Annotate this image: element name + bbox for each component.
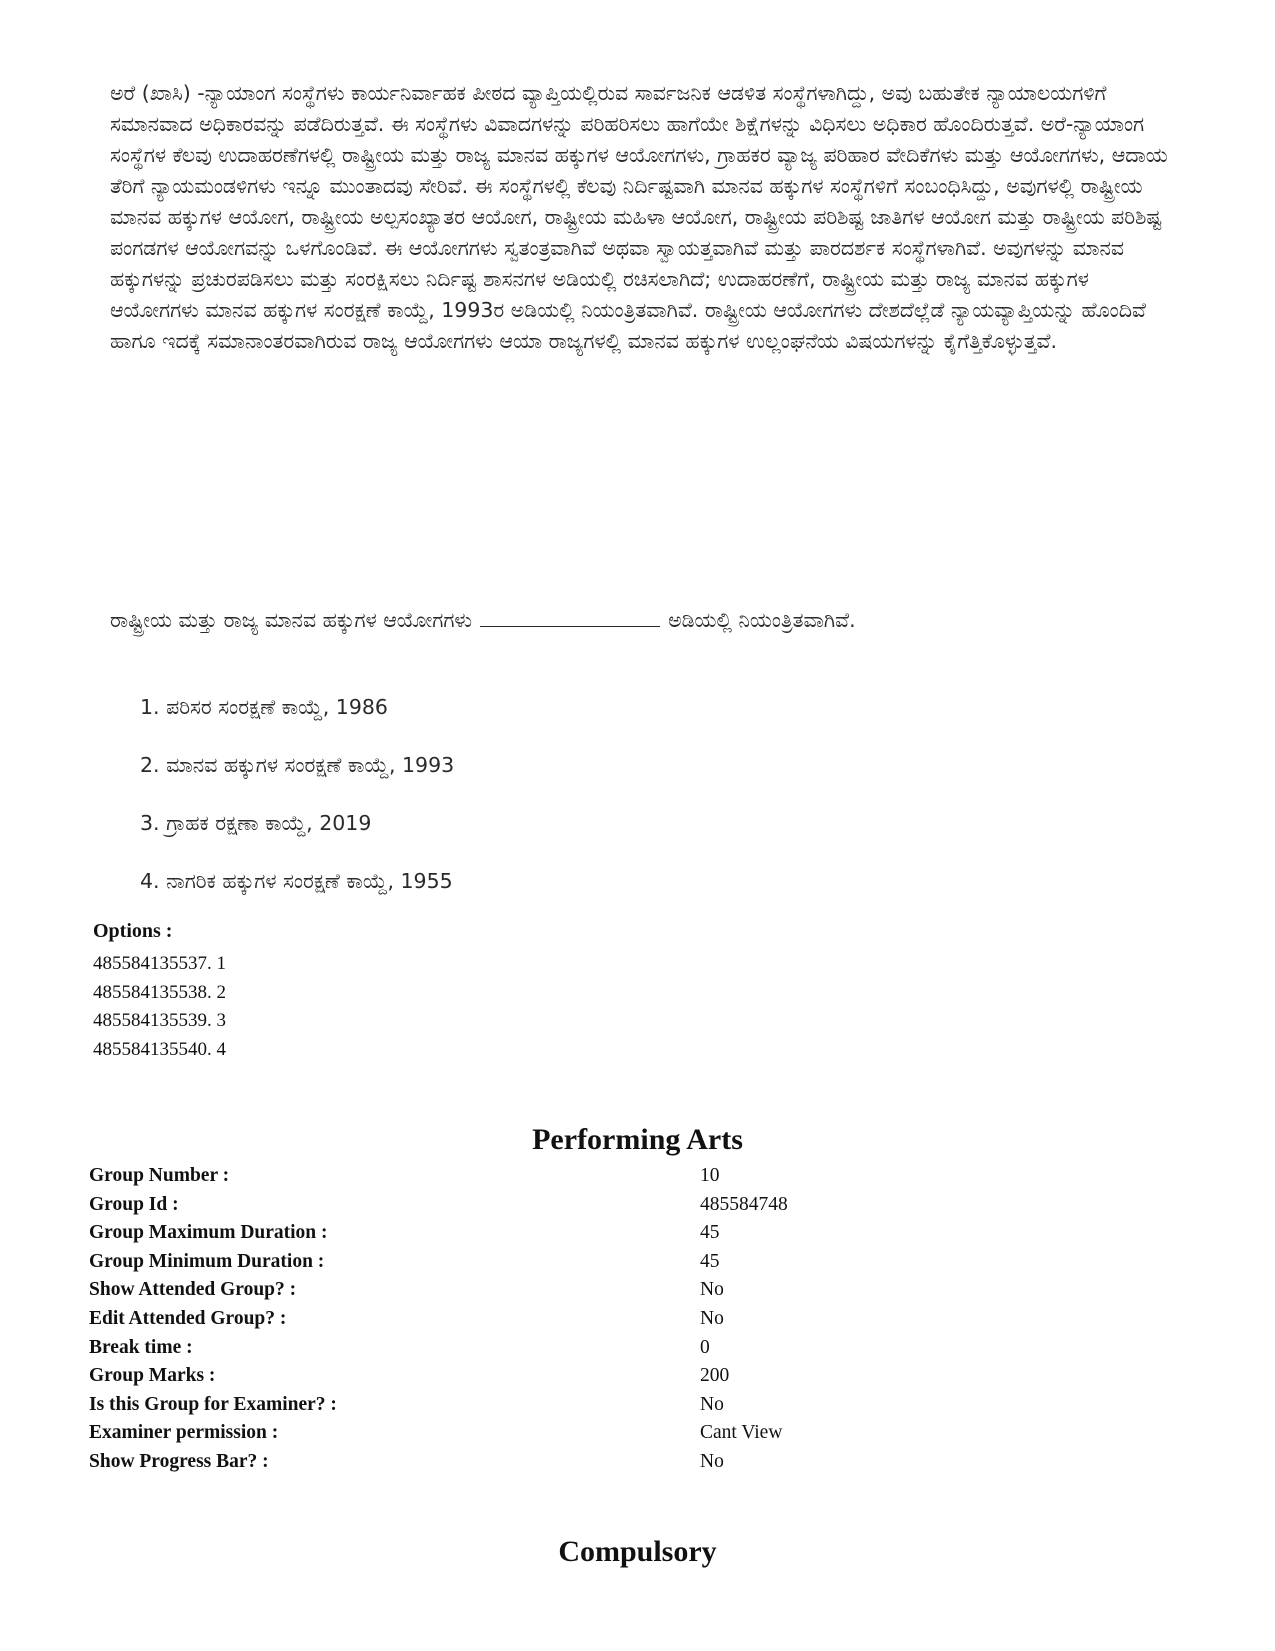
metadata-key: Edit Attended Group? : [89,1307,287,1329]
question-before-blank: ರಾಷ್ಟ್ರೀಯ ಮತ್ತು ರಾಜ್ಯ ಮಾನವ ಹಕ್ಕುಗಳ ಆಯೋಗಗಳು [110,608,473,632]
section-title: Performing Arts [532,1123,743,1156]
answer-blank [480,606,660,627]
metadata-value: 200 [700,1365,730,1387]
metadata-row [89,1305,989,1334]
metadata-row [89,1191,989,1220]
metadata-value: No [700,1307,724,1329]
metadata-value: 485584748 [700,1193,788,1215]
metadata-row [89,1391,989,1420]
choice-item: 1. ಪರಿಸರ ಸಂರಕ್ಷಣೆ ಕಾಯ್ದೆ, 1986 [140,695,388,719]
choice-item: 3. ಗ್ರಾಹಕ ರಕ್ಷಣಾ ಕಾಯ್ದೆ, 2019 [140,811,372,835]
metadata-value: 10 [700,1165,720,1186]
question-after-blank: ಅಡಿಯಲ್ಲಿ ನಿಯಂತ್ರಿತವಾಗಿವೆ. [668,608,856,632]
choice-item: 2. ಮಾನವ ಹಕ್ಕುಗಳ ಸಂರಕ್ಷಣೆ ಕಾಯ್ದೆ, 1993 [140,753,455,777]
metadata-row [89,1334,989,1363]
question-text [110,604,1170,637]
options-heading: Options : [93,920,173,942]
option-id-item: 485584135539. 3 [93,1010,226,1031]
metadata-value: No [700,1450,724,1472]
metadata-key: Group Maximum Duration : [89,1222,328,1244]
option-id-item: 485584135537. 1 [93,953,226,974]
option-id-item: 485584135540. 4 [93,1038,226,1060]
choice-item: 4. ನಾಗರಿಕ ಹಕ್ಕುಗಳ ಸಂರಕ್ಷಣೆ ಕಾಯ್ದೆ, 1955 [140,869,453,893]
metadata-row [89,1276,989,1305]
metadata-key: Group Marks : [89,1365,216,1387]
metadata-key: Show Progress Bar? : [89,1450,269,1472]
question-choices [140,692,454,924]
next-section-title: Compulsory [558,1535,717,1568]
metadata-value: 45 [700,1222,720,1244]
options-list [93,950,226,1064]
option-id-item: 485584135538. 2 [93,981,226,1003]
metadata-key: Group Id : [89,1193,179,1215]
metadata-key: Break time : [89,1336,193,1358]
metadata-row [89,1162,989,1191]
metadata-value: 0 [700,1336,710,1358]
metadata-row [89,1248,989,1277]
metadata-key: Group Number : [89,1165,230,1186]
metadata-row [89,1362,989,1391]
metadata-value: 45 [700,1250,720,1272]
metadata-value: No [700,1393,724,1415]
metadata-row [89,1219,989,1248]
metadata-key: Group Minimum Duration : [89,1250,325,1272]
metadata-row [89,1448,989,1477]
passage-text: ಅರೆ (ಖಾಸಿ) -ನ್ಯಾಯಾಂಗ ಸಂಸ್ಥೆಗಳು ಕಾರ್ಯನಿರ್ವಾಹಕ ಪೀಠದ ವ್ಯಾಪ್ತಿಯಲ್ಲಿರುವ ಸಾರ್ವಜನಿಕ ಆಡಳಿತ ಸಂಸ್ಥೆಗಳಾಗಿದ್ದು, ಅವು ಬಹುತೇಕ ನ್ಯಾಯಾಲಯಗಳಿಗೆ ಸಮಾನವಾದ ಅಧಿಕಾರವನ್ನು ಪಡೆದಿರುತ್ತವೆ. ಈ ಸಂಸ್ಥೆಗಳು ವಿವಾದಗಳನ್ನು ಪರಿಹರಿಸಲು ಹಾಗೆಯೇ ಶಿಕ್ಷೆಗಳನ್ನು ವಿಧಿಸಲು ಅಧಿಕಾರ ಹೊಂದಿರುತ್ತವೆ. ಅರೆ-ನ್ಯಾಯಾಂಗ ಸಂಸ್ಥೆಗಳ ಕೆಲವು ಉದಾಹರಣೆಗಳಲ್ಲಿ ರಾಷ್ಟ್ರೀಯ ಮತ್ತು ರಾಜ್ಯ ಮಾನವ ಹಕ್ಕುಗಳ ಆಯೋಗಗಳು, ಗ್ರಾಹಕರ ವ್ಯಾಜ್ಯ ಪರಿಹಾರ ವೇದಿಕೆಗಳು ಮತ್ತು ಆಯೋಗಗಳು, ಆದಾಯ ತೆರಿಗೆ ನ್ಯಾಯಮಂಡಳಿಗಳು ಇನ್ನೂ ಮುಂತಾದವು ಸೇರಿವೆ. ಈ ಸಂಸ್ಥೆಗಳಲ್ಲಿ ಕೆಲವು ನಿರ್ದಿಷ್ಟವಾಗಿ ಮಾನವ ಹಕ್ಕುಗಳ ಸಂಸ್ಥೆಗಳಿಗೆ ಸಂಬಂಧಿಸಿದ್ದು, ಅವುಗಳಲ್ಲಿ ರಾಷ್ಟ್ರೀಯ ಮಾನವ ಹಕ್ಕುಗಳ ಆಯೋಗ, ರಾಷ್ಟ್ರೀಯ ಅಲ್ಪಸಂಖ್ಯಾತರ ಆಯೋಗ, ರಾಷ್ಟ್ರೀಯ ಮಹಿಳಾ ಆಯೋಗ, ರಾಷ್ಟ್ರೀಯ ಪರಿಶಿಷ್ಟ ಜಾತಿಗಳ ಆಯೋಗ ಮತ್ತು ರಾಷ್ಟ್ರೀಯ ಪರಿಶಿಷ್ಟ ಪಂಗಡಗಳ ಆಯೋಗವನ್ನು ಒಳಗೊಂಡಿವೆ. ಈ ಆಯೋಗಗಳು ಸ್ವತಂತ್ರವಾಗಿವೆ ಅಥವಾ ಸ್ವಾಯತ್ತವಾಗಿವೆ ಮತ್ತು ಪಾರದರ್ಶಕ ಸಂಸ್ಥೆಗಳಾಗಿವೆ. ಅವುಗಳನ್ನು ಮಾನವ ಹಕ್ಕುಗಳನ್ನು ಪ್ರಚುರಪಡಿಸಲು ಮತ್ತು ಸಂರಕ್ಷಿಸಲು ನಿರ್ದಿಷ್ಟ ಶಾಸನಗಳ ಅಡಿಯಲ್ಲಿ ರಚಿಸಲಾಗಿದೆ; ಉದಾಹರಣೆಗೆ, ರಾಷ್ಟ್ರೀಯ ಮತ್ತು ರಾಜ್ಯ ಮಾನವ ಹಕ್ಕುಗಳ ಆಯೋಗಗಳು ಮಾನವ ಹಕ್ಕುಗಳ ಸಂರಕ್ಷಣೆ ಕಾಯ್ದೆ, 1993ರ ಅಡಿಯಲ್ಲಿ ನಿಯಂತ್ರಿತವಾಗಿವೆ. ರಾಷ್ಟ್ರೀಯ ಆಯೋಗಗಳು ದೇಶದೆಲ್ಲೆಡೆ ನ್ಯಾಯವ್ಯಾಪ್ತಿಯನ್ನು ಹೊಂದಿವೆ ಹಾಗೂ ಇದಕ್ಕೆ ಸಮಾನಾಂತರವಾಗಿರುವ ರಾಜ್ಯ ಆಯೋಗಗಳು ಆಯಾ ರಾಜ್ಯಗಳಲ್ಲಿ ಮಾನವ ಹಕ್ಕುಗಳ ಉಲ್ಲಂಘನೆಯ ವಿಷಯಗಳನ್ನು ಕೈಗೆತ್ತಿಕೊಳ್ಳುತ್ತವೆ. [110,81,1168,353]
metadata-key: Is this Group for Examiner? : [89,1393,337,1415]
metadata-key: Examiner permission : [89,1422,279,1444]
metadata-key: Show Attended Group? : [89,1279,297,1301]
group-metadata-table [89,1162,989,1477]
metadata-value: No [700,1279,724,1301]
metadata-value: Cant View [700,1422,783,1444]
metadata-row [89,1419,989,1448]
